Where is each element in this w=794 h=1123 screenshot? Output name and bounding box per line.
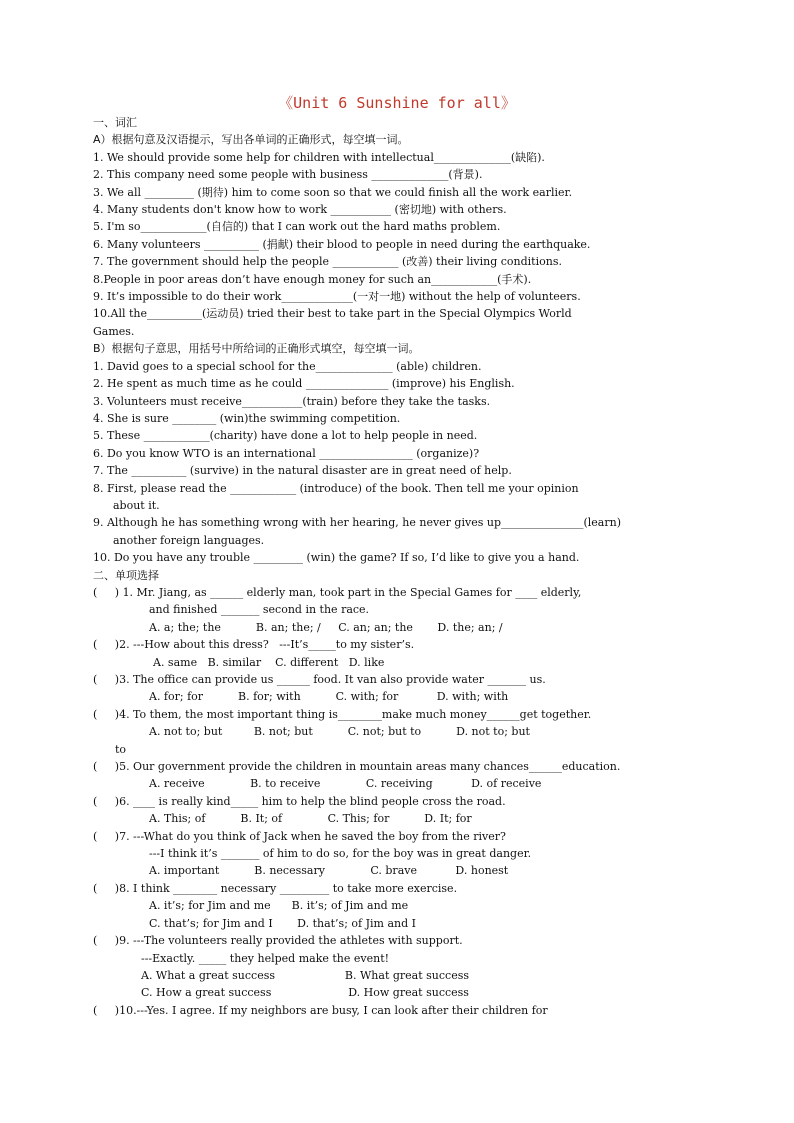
mc-question-continuation: ---I think it’s _______ of him to do so, for the boy was in great danger. [149,847,532,861]
part-a-item: 10.All the__________(运动员) tried their best to take part in the Special Olympics World [93,307,572,321]
mc-options: A. for; for B. for; with C. with; for D. with; with [149,690,509,704]
mc-question: ( )9. ---The volunteers really provided the athletes with support. [93,934,463,948]
part-a-item: 3. We all _________ (期待) him to come soon so that we could finish all the work earlier. [93,185,573,199]
mc-question: ( )4. To them, the most important thing is________make much money______get together. [93,707,592,721]
part-a-item: 8.People in poor areas don’t have enough money for such an____________(手术). [93,272,532,286]
worksheet-content [93,114,703,1019]
part-b-item: 2. He spent as much time as he could _______________ (improve) his English. [93,377,515,391]
part-b-instruction: B）根据句子意思，用括号中所给词的正确形式填空，每空填一词。 [93,342,420,356]
part-b-item: 3. Volunteers must receive___________(train) before they take the tasks. [93,394,491,408]
part-a-item: 2. This company need some people with business ______________(背景). [93,168,483,182]
mc-options: A. not to; but B. not; but C. not; but to D. not to; but [149,725,530,739]
part-a-item-continuation: Games. [93,324,135,338]
part-a-instruction: A）根据句意及汉语提示，写出各单词的正确形式，每空填一词。 [93,133,409,147]
part-a-item: 4. Many students don't know how to work ___________ (密切地) with others. [93,203,507,217]
part-a-item: 5. I'm so____________(自信的) that I can work out the hard maths problem. [93,220,501,234]
mc-options: A. important B. necessary C. brave D. honest [149,864,509,878]
mc-options: C. that’s; for Jim and I D. that’s; of Jim and I [149,916,416,930]
part-a-item: 7. The government should help the people ____________ (改善) their living conditions. [93,255,562,269]
part-a-item: 9. It’s impossible to do their work_____________(一对一地) without the help of volunteers. [93,290,581,304]
mc-options-continuation: to [115,742,127,756]
mc-question: ( ) 1. Mr. Jiang, as ______ elderly man, took part in the Special Games for ____ elderly, [93,585,582,599]
part-b-item: 6. Do you know WTO is an international _________________ (organize)? [93,446,480,460]
section-heading-vocabulary: 一、词汇 [93,116,137,129]
part-b-item: 7. The __________ (survive) in the natural disaster are in great need of help. [93,464,512,478]
mc-options: A. receive B. to receive C. receiving D. of receive [149,777,542,791]
mc-question: ( )6. ____ is really kind_____ him to help the blind people cross the road. [93,794,506,808]
mc-question-continuation: and finished _______ second in the race. [149,603,370,617]
part-a-item: 6. Many volunteers __________ (捐献) their blood to people in need during the earthquake. [93,237,591,251]
mc-question: ( )8. I think ________ necessary _________ to take more exercise. [93,881,458,895]
part-b-item: 8. First, please read the ____________ (introduce) of the book. Then tell me your opinion [93,481,579,495]
mc-question: ( )7. ---What do you think of Jack when he saved the boy from the river? [93,829,506,843]
part-b-item: 5. These ____________(charity) have done a lot to help people in need. [93,429,478,443]
part-b-item-continuation: another foreign languages. [113,533,265,547]
page-title: 《Unit 6 Sunshine for all》 [278,94,516,112]
section-heading-multiple-choice: 二、单项选择 [93,568,159,582]
part-a-item: 1. We should provide some help for children with intellectual______________(缺陷). [93,150,545,164]
part-b-item-continuation: about it. [113,498,160,512]
part-b-item: 10. Do you have any trouble _________ (win) the game? If so, I’d like to give you a hand. [93,551,580,565]
mc-question: ( )3. The office can provide us ______ food. It van also provide water _______ us. [93,673,546,686]
mc-question: ( )10.---Yes. I agree. If my neighbors are busy, I can look after their children for [93,1003,548,1017]
mc-question: ( )5. Our government provide the children in mountain areas many chances______education. [93,760,621,774]
mc-options: A. a; the; the B. an; the; / C. an; an; the D. the; an; / [149,620,503,634]
mc-options: A. it’s; for Jim and me B. it’s; of Jim and me [149,899,409,913]
part-b-item: 1. David goes to a special school for the______________ (able) children. [93,359,482,373]
mc-options: A. This; of B. It; of C. This; for D. It; for [149,812,472,826]
mc-options: C. How a great success D. How great success [141,986,469,1000]
part-b-item: 9. Although he has something wrong with her hearing, he never gives up_______________(learn) [93,516,621,530]
mc-question-continuation: ---Exactly. _____ they helped make the event! [141,951,390,965]
mc-question: ( )2. ---How about this dress? ---It’s_____to my sister’s. [93,638,415,652]
mc-options: A. same B. similar C. different D. like [153,655,385,669]
mc-options: A. What a great success B. What great success [141,968,470,982]
part-b-item: 4. She is sure ________ (win)the swimming competition. [93,411,401,425]
